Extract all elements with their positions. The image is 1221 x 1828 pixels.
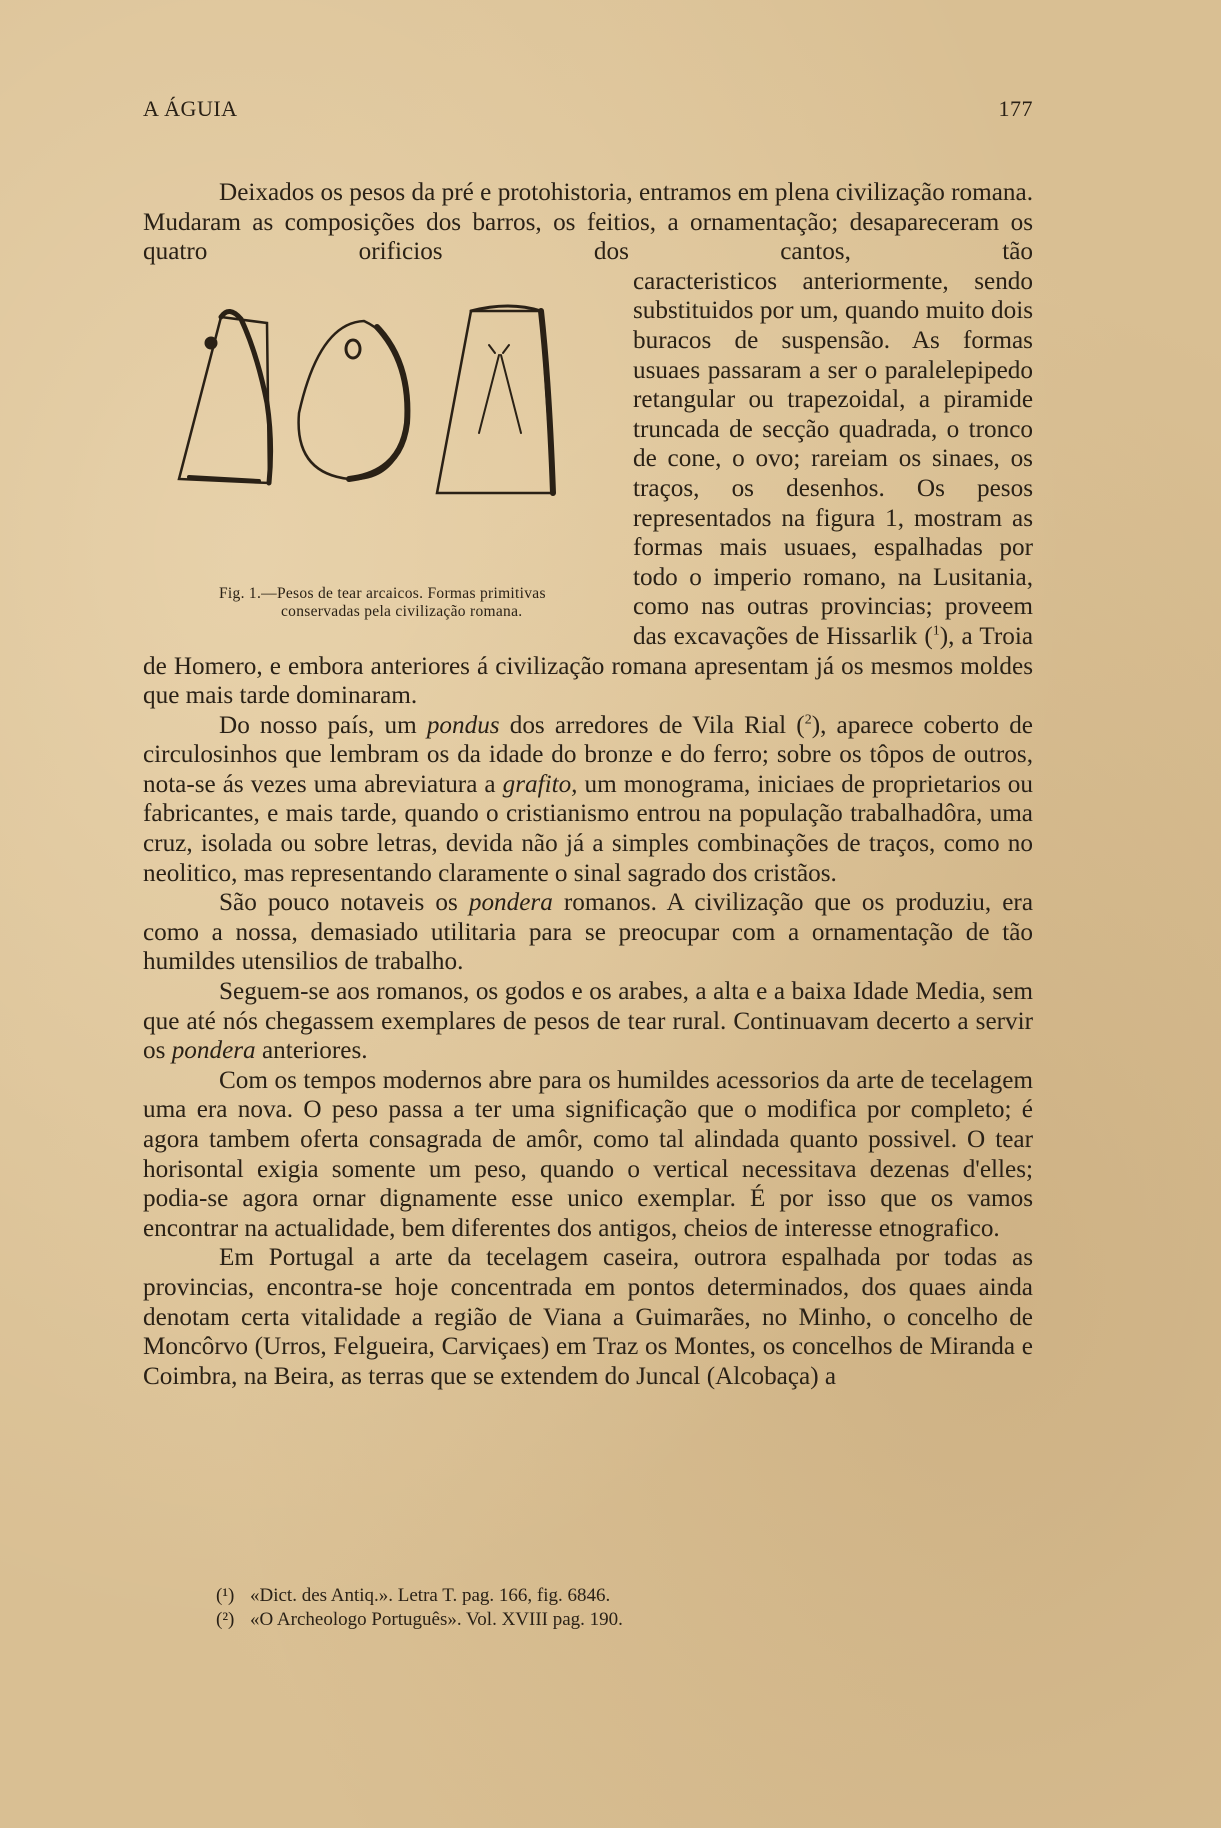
italic-pondera-2: pondera xyxy=(171,1037,256,1065)
body-text xyxy=(143,178,1033,1391)
paragraph-2-text-a: Do nosso país, um xyxy=(219,711,427,739)
figure-caption xyxy=(143,585,613,621)
paragraph-2 xyxy=(143,711,1033,889)
paragraph-1-text-c: ), a Troia de Homero, e embora anteriores á civilização romana apresentam já os mesmos moldes que mais tarde dominaram. xyxy=(143,622,1033,710)
italic-pondus: pondus xyxy=(426,711,500,739)
paragraph-1-text-a: Deixados os pesos da pré e protohistoria, entramos em plena civilização romana. Mudaram as composições dos barros, os feitios, a ornamentação; desapareceram os quatro orificios dos cantos, tão cara xyxy=(143,179,1033,295)
paragraph-5: Com os tempos modernos abre para os humildes acessorios da arte de tecelagem uma era nova. O peso passa a ter uma significação que o modifica por completo; é agora tambem oferta consagrada de amôr, como tal alindada quanto possivel. O tear horisontal exigia somente um peso, quando o vertical necessitava dezenas d'elles; podia-se agora ornar dignamente esse unico exemplar. É por isso que os vamos encontrar na actualidade, bem diferentes dos antigos, cheios de interesse etnografico. xyxy=(143,1066,1033,1242)
footnotes xyxy=(216,1584,916,1632)
paragraph-2-text-b: dos arredores de Vila Rial ( xyxy=(499,711,805,739)
italic-pondera-1: pondera xyxy=(468,889,553,917)
footnote-1-mark: (¹) xyxy=(216,1585,235,1606)
paragraph-1 xyxy=(143,178,1033,711)
paragraph-4-text-b: anteriores. xyxy=(255,1037,368,1065)
caption-label: Fig. 1. xyxy=(219,584,262,602)
paragraph-3-text-b: romanos. A civilização que os produziu, era como a nossa, demasiado utilitaria para se preocupar com a ornamentação de tão humildes utensilios de trabalho. xyxy=(143,889,1033,976)
paragraph-2-text-c: ), aparece coberto de circulosinhos que lembram os da idade do bronze e do ferro; sobre os tôpos de outros, nota-se ás vezes uma abreviatura a xyxy=(143,711,1033,798)
caption-line-2: conservadas pela civilização romana. xyxy=(281,602,523,620)
footnote-2 xyxy=(216,1608,916,1632)
paragraph-4 xyxy=(143,977,1033,1066)
footnote-2-text: «O Archeologo Português». Vol. XVIII pag. 190. xyxy=(250,1609,623,1630)
paragraph-2-text-d: um monograma, iniciaes de proprietarios ou fabricantes, e mais tarde, quando o cristianismo entrou na população trabalhadôra, uma cruz, isolada ou sobre letras, devida não já a simples combinações de traços, como no neolitico, mas representando claramente o sinal sagrado dos cristãos. xyxy=(143,770,1033,887)
loom-weight-trapezoid-icon xyxy=(437,306,553,493)
loom-weight-egg-icon xyxy=(299,321,408,479)
paragraph-3 xyxy=(143,888,1033,977)
italic-grafito: grafito, xyxy=(502,770,578,798)
caption-line-1: —Pesos de tear arcaicos. Formas primitivas xyxy=(261,584,546,602)
paragraph-4-text-a: Seguem-se aos romanos, os godos e os arabes, a alta e a baixa Idade Media, sem que até nós chegassem exemplares de pesos de tear rural. Continuavam decerto a servir os xyxy=(143,978,1033,1065)
figure-1 xyxy=(143,267,613,627)
loom-weight-pyramid-icon xyxy=(179,311,271,483)
loom-weights-illustration xyxy=(149,283,609,583)
footnote-1-text: «Dict. des Antiq.». Letra T. pag. 166, fig. 6846. xyxy=(250,1585,611,1606)
footnote-1 xyxy=(216,1584,916,1608)
paragraph-1-text-b: cteristicos anteriormente, sendo substituidos por um, quando muito dois buracos de suspensão. As formas usuaes passaram a ser o paralelepipedo retangular ou trapezoidal, a piramide truncada de secção quadrada, o tronco de cone, o ovo; rareiam os sinaes, os traços, os desenhos. Os pesos representados na figura 1, mostram as formas mais usuaes, espalhadas por todo o imperio romano, na Lusitania, como nas outras provincias; proveem das excavações de Hissarlik ( xyxy=(633,267,1033,650)
footnote-ref-2: 2 xyxy=(804,712,812,728)
paragraph-6: Em Portugal a arte da tecelagem caseira, outrora espalhada por todas as provincias, encontra-se hoje concentrada em pontos determinados, dos quaes ainda denotam certa vitalidade a região de Viana a Guimarães, no Minho, o concelho de Moncôrvo (Urros, Felgueira, Carviçaes) em Traz os Montes, os concelhos de Miranda e Coimbra, na Beira, as terras que se extendem do Juncal (Alcobaça) a xyxy=(143,1244,1033,1390)
paragraph-3-text-a: São pouco notaveis os xyxy=(219,889,469,917)
footnote-ref-1: 1 xyxy=(932,623,940,639)
page-number: 177 xyxy=(998,96,1033,121)
footnote-2-mark: (²) xyxy=(216,1609,235,1630)
journal-title: A ÁGUIA xyxy=(143,96,238,121)
